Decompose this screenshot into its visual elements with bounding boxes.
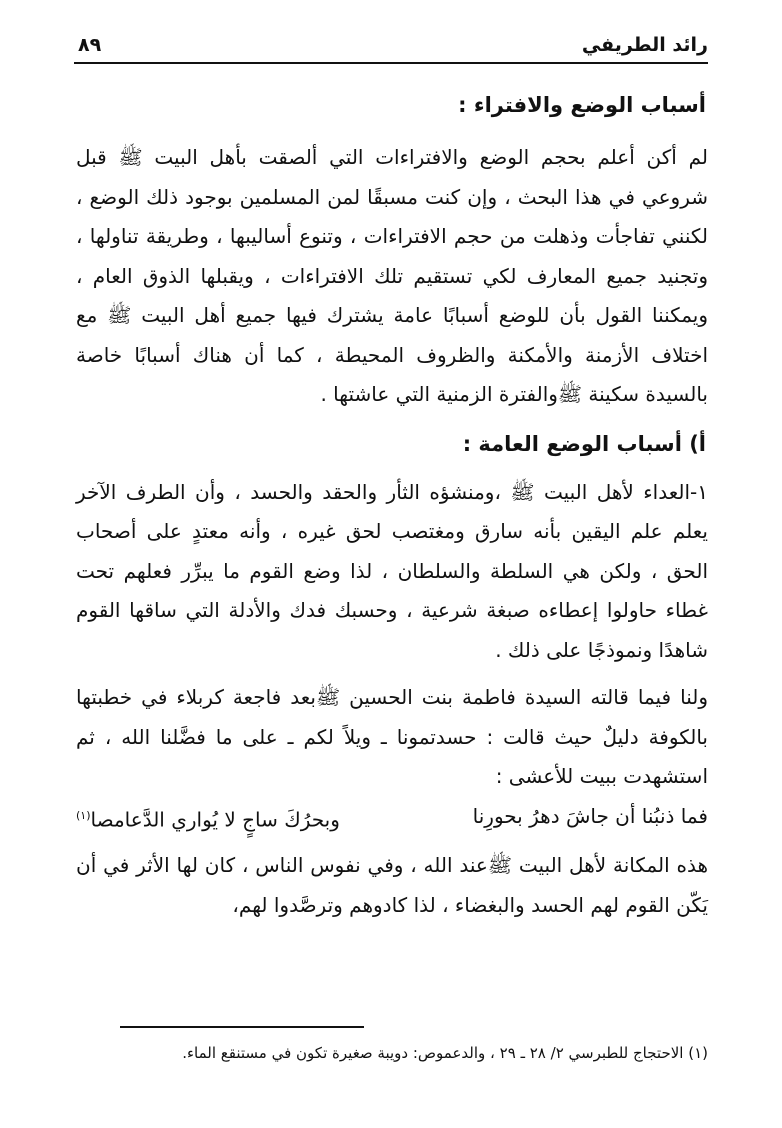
footnote-rule	[120, 1026, 364, 1028]
header-rule	[74, 62, 708, 64]
author-name: رائد الطريفي	[581, 34, 708, 56]
section-heading-general-causes: أ) أسباب الوضع العامة :	[462, 431, 706, 456]
running-header	[78, 30, 708, 60]
footnote-marker[interactable]: (١)	[76, 808, 91, 822]
verse-first-hemistich: فما ذنبُنا أن جاشَ دهرُ بحورِنا	[472, 803, 708, 828]
fatima-quote-paragraph: ولنا فيما قالته السيدة فاطمة بنت الحسين ﷺبعد فاجعة كربلاء في خطبتها بالكوفة دليلٌ حيث قالت : حسدتمونا ـ ويلاً لكم ـ على ما فضَّلنا الله ، ثم استشهدت ببيت للأعشى :	[76, 685, 708, 788]
page-body	[76, 82, 708, 925]
station-paragraph: هذه المكانة لأهل البيت ﷺعند الله ، وفي نفوس الناس ، كان لها الأثر في أن يَكّن القوم لهم الحسد والبغضاء ، لذا كادوهم وترصَّدوا لهم،	[76, 853, 708, 917]
point-one-paragraph: ١-العداء لأهل البيت ﷺ ،ومنشؤه الثأر والحقد والحسد ، وأن الطرف الآخر يعلم علم اليقين بأنه سارق ومغتصب لحق غيره ، وأنه معتدٍ على أصحاب الحق ، ولكن هي السلطة والسلطان ، لذا وضع القوم ما يبرِّر فعلهم تحت غطاء حاولوا إعطاءه صبغة شرعية ، وحسبك فدك والأدلة التي ساقها القوم شاهدًا ونموذجًا على ذلك .	[76, 479, 708, 662]
footnote-1: (١) الاحتجاج للطبرسي ٢/ ٢٨ ـ ٢٩ ، والدعموص: دويبة صغيرة تكون في مستنقع الماء.	[182, 1044, 708, 1062]
verse-second-hemistich: وبحرُكَ ساجٍ لا يُواري الدَّعامصا	[90, 807, 340, 832]
page-number: ٨٩	[78, 34, 102, 56]
poetry-verse	[76, 799, 708, 837]
intro-paragraph: لم أكن أعلم بحجم الوضع والافتراءات التي ألصقت بأهل البيت ﷺ قبل شروعي في هذا البحث ، وإن كنت مسبقًا لمن المسلمين بوجود ذلك الوضع ، لكنني تفاجأت وذهلت من حجم الافتراءات ، وتنوع أساليبها ، وطريقة تناولها ، وتجنيد جميع المعارف لكي تستقيم تلك الافتراءات ، ويقبلها الذوق العام ، ويمكننا القول بأن للوضع أسبابًا عامة يشترك فيها جميع أهل البيت ﷺ مع اختلاف الأزمنة والأمكنة والظروف المحيطة ، كما أن هناك أسبابًا خاصة بالسيدة سكينة ﷺوالفترة الزمنية التي عاشتها .	[76, 145, 708, 406]
section-heading-causes: أسباب الوضع والافتراء :	[458, 93, 706, 117]
verse-second-hemistich-wrap	[76, 799, 340, 837]
